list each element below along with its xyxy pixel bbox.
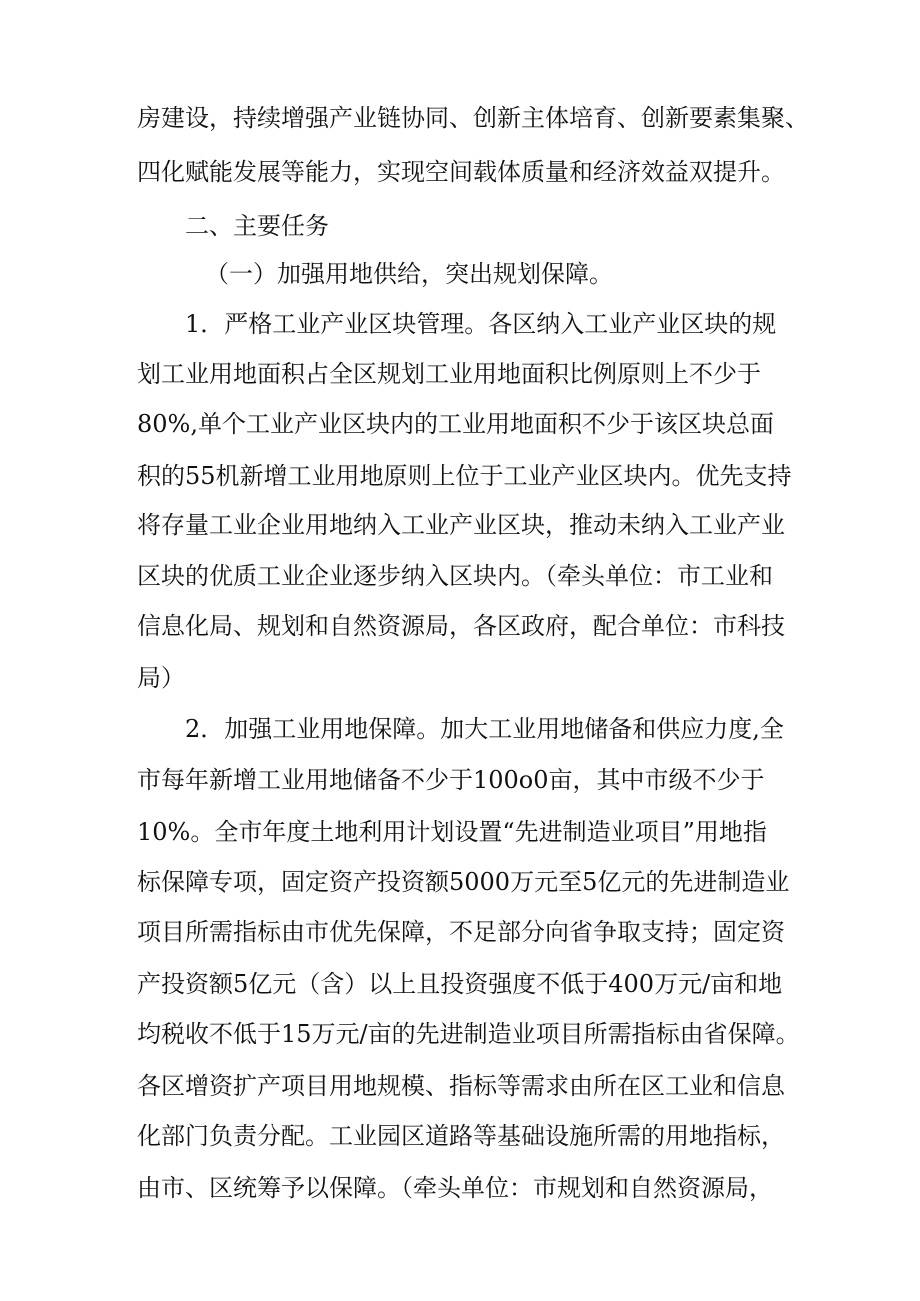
body-text-line: 产投资额5亿元（含）以上且投资强度不低于400万元/亩和地 — [137, 970, 783, 998]
body-text-line: 局） — [137, 664, 185, 692]
body-text-line: 化部门负责分配。工业园区道路等基础设施所需的用地指标， — [137, 1122, 785, 1150]
body-text-line: 标保障专项，固定资产投资额5000万元至5亿元的先进制造业 — [137, 868, 790, 896]
body-text-line: 80%,单个工业产业区块内的工业用地面积不少于该区块总面 — [137, 410, 774, 438]
body-text-line: 1．严格工业产业区块管理。各区纳入工业产业区块的规 — [185, 310, 777, 338]
body-text-line: 信息化局、规划和自然资源局，各区政府，配合单位：市科技 — [137, 612, 785, 640]
body-text-line: 2．加强工业用地保障。加大工业用地储备和供应力度,全 — [185, 715, 784, 743]
section-heading: 二、主要任务 — [185, 212, 329, 240]
body-text-line: 10%。全市年度土地利用计划设置“先进制造业项目”用地指 — [137, 818, 767, 846]
body-text-line: 由市、区统筹予以保障。（牵头单位：市规划和自然资源局， — [137, 1174, 773, 1202]
body-text-line: 区块的优质工业企业逐步纳入区块内。（牵头单位：市工业和 — [137, 562, 773, 590]
body-text-line: 项目所需指标由市优先保障，不足部分向省争取支持；固定资 — [137, 918, 785, 946]
body-text-line: 划工业用地面积占全区规划工业用地面积比例原则上不少于 — [137, 360, 761, 388]
body-text-line: 各区增资扩产项目用地规模、指标等需求由所在区工业和信息 — [137, 1072, 785, 1100]
body-text-line: 均税收不低于15万元/亩的先进制造业项目所需指标由省保障。 — [137, 1020, 800, 1048]
body-text-line: 积的55机新增工业用地原则上位于工业产业区块内。优先支持 — [137, 462, 792, 490]
body-text-line: 将存量工业企业用地纳入工业产业区块，推动未纳入工业产业 — [137, 511, 785, 539]
body-text-line: 市每年新增工业用地储备不少于100o0亩，其中市级不少于 — [137, 766, 765, 794]
subsection-heading: （一）加强用地供给，突出规划保障。 — [205, 260, 613, 288]
body-text-line: 四化赋能发展等能力，实现空间载体质量和经济效益双提升。 — [137, 158, 785, 186]
body-text-line — [0, 1216, 920, 1260]
body-text-line: 房建设，持续增强产业链协同、创新主体培育、创新要素集聚、 — [137, 104, 809, 132]
